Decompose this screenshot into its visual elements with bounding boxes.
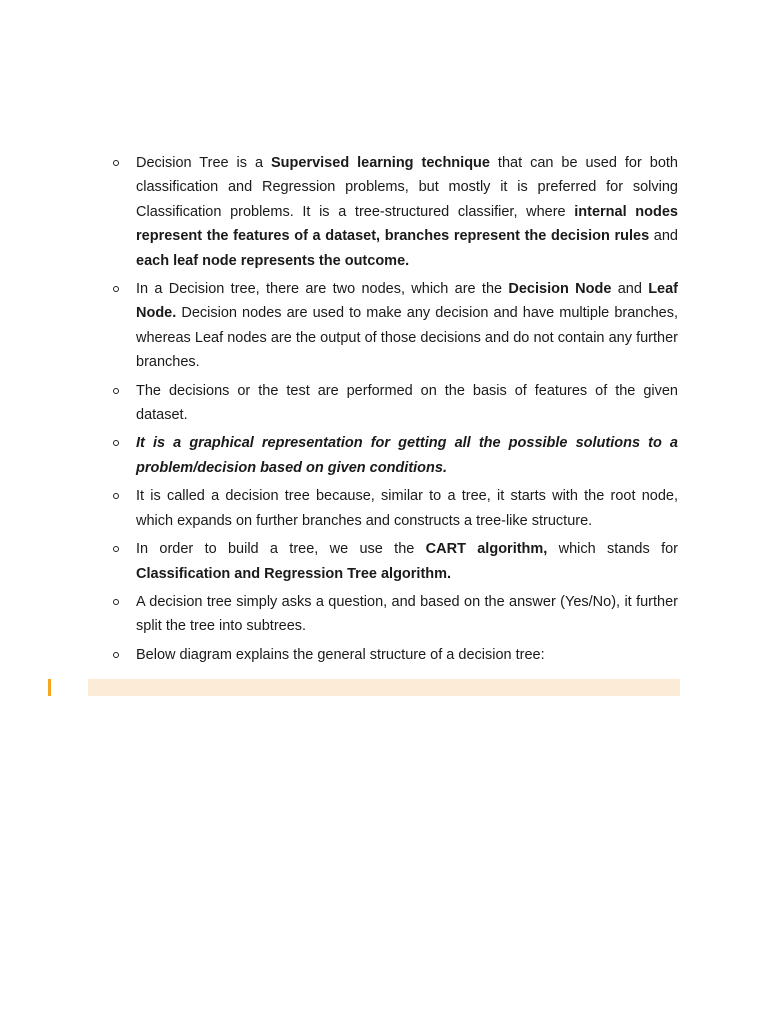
hollow-circle-bullet-icon (113, 493, 119, 499)
bullet-text: It is a graphical representation for getting all the possible solutions to a problem/decision based on given conditions. (136, 435, 678, 476)
bullet-item-why-tree (108, 484, 678, 533)
bullet-text: The decisions or the test are performed on the basis of features of the given dataset. (136, 382, 678, 424)
hollow-circle-bullet-icon (113, 286, 119, 292)
bullet-list (108, 151, 678, 671)
bullet-item-node-types (108, 277, 678, 375)
bullet-item-definition (108, 151, 678, 273)
side-accent-marker (48, 679, 51, 696)
highlight-band (88, 679, 680, 696)
bullet-item-decisions (108, 379, 678, 428)
hollow-circle-bullet-icon (113, 546, 119, 552)
bullet-text: It is called a decision tree because, similar to a tree, it starts with the root node, which expands on further branches and constructs a tree-like structure. (136, 488, 678, 529)
hollow-circle-bullet-icon (113, 440, 119, 446)
bullet-item-cart (108, 537, 678, 586)
bullet-item-question (108, 590, 678, 639)
bullet-text: In a Decision tree, there are two nodes, which are the Decision Node and Leaf Node. Decision nodes are used to make any decision and have multiple branches, whereas Leaf nodes are the output of those decisions and do not contain any further branches. (136, 281, 679, 371)
hollow-circle-bullet-icon (113, 599, 119, 605)
hollow-circle-bullet-icon (113, 652, 119, 658)
bullet-text: Below diagram explains the general structure of a decision tree: (136, 646, 545, 663)
bullet-text: In order to build a tree, we use the CART algorithm, which stands for Classification and Regression Tree algorithm. (136, 541, 678, 582)
bullet-item-graphical (108, 431, 678, 480)
bullet-text: Decision Tree is a Supervised learning technique that can be used for both classification and Regression problems, but mostly it is preferred for solving Classification problems. It is a tree-structured classifier, where internal nodes represent the features of a dataset, branches represent the decision rules and each leaf node represents the outcome. (136, 155, 678, 269)
bullet-item-diagram-intro (108, 643, 678, 667)
hollow-circle-bullet-icon (113, 160, 119, 166)
bullet-text: A decision tree simply asks a question, and based on the answer (Yes/No), it further split the tree into subtrees. (136, 593, 678, 635)
hollow-circle-bullet-icon (113, 388, 119, 394)
